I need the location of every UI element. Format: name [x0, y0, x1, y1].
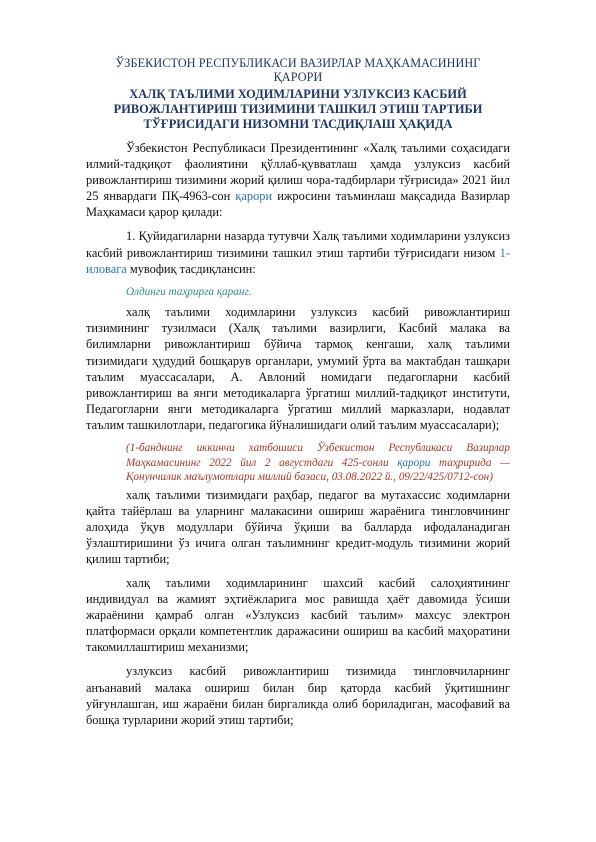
previous-edition-link[interactable]: Олдинги таҳрирга қаранг. — [126, 285, 252, 298]
item-1-text-before: 1. Қуйидагиларни назарда тутувчи Халқ таълими ходимларини узлуксиз касбий ривожлантириш тизимини ташкил этиш тартиби тўғрисидаги низом — [86, 229, 510, 260]
sub-item-platform: халқ таълими ходимларининг шахсий касбий салоҳиятининг индивидуал ва жамият эҳтиёжларига мос равишда ҳаёт давомида ўсиши жараёнини қамраб олган «Узлуксиз касбий таълим» махсус электрон платформаси орқали компетентлик даражасини ошириш ва касбий маҳоратини такомиллаштириш механизми; — [86, 575, 510, 655]
sub-item-training-types: узлуксиз касбий ривожлантириш тизимида тингловчиларнинг анъанавий малака ошириш билан бир қаторда касбий ўқитишнинг уйғунлашган, иш жараёни билан биргаликда олиб бориладиган, масофавий ва бошқа турларини жорий этиш тартиби; — [86, 664, 510, 727]
intro-text-before: Ўзбекистон Республикаси Президентининг «Халқ таълими соҳасидаги илмий-тадқиқот фаолиятини қўллаб-қувватлаш ҳамда узлуксиз касбий ривожлантириш тизимини жорий қилиш чора-тадбирлари тўғрисида» 2021 йил 25 январдаги ПҚ-4963-сон — [86, 141, 510, 204]
amendment-note — [86, 441, 510, 485]
item-1-paragraph — [86, 228, 510, 276]
amendment-note-after: таҳририда — Қонунчилик маълумотлари миллий базаси, 03.08.2022 й., 09/22/425/0712-сон) — [126, 456, 510, 483]
intro-paragraph — [86, 140, 510, 220]
item-1-text-after: мувофиқ тасдиқлансин: — [126, 261, 256, 276]
decree-link[interactable]: қарори — [235, 189, 273, 204]
issuer-line-2: ҚАРОРИ — [273, 70, 323, 84]
amendment-note-before: (1-банднинг иккинчи хатбошиси Ўзбекистон Республикаси Вазирлар Маҳкамасининг 2022 йил 2 августдаги 425-сонли — [126, 442, 510, 469]
sub-item-structure: халқ таълими ходимларини узлуксиз касбий ривожлантириш тизимининг тузилмаси (Халқ таълими вазирлиги, Касбий малака ва билимларни ривожлантириш бўйича тармоқ кенгаши, халқ таълими тизимидаги ҳудудий бошқарув органлари, умумий ўрта ва мактабдан ташқари таълим муассасалари, А. Авлоний номидаги педагогларни касбий ривожлантириш ва янги методикаларга ўргатиш миллий-тадқиқот институти, Педагогларни янги методикаларга ўргатиш миллий марказлари, нодавлат таълим ташкилотлари, педагогика йўналишидаги олий таълим муассасалари); — [86, 305, 510, 432]
appendix-1-link[interactable]: 1-иловага — [86, 245, 510, 276]
issuer-line-1: ЎЗБЕКИСТОН РЕСПУБЛИКАСИ ВАЗИРЛАР МАҲКАМАСИНИНГ — [115, 56, 481, 70]
sub-item-credit-module: халқ таълими тизимидаги раҳбар, педагог ва мутахассис ходимларни қайта тайёрлаш ва уларнинг малакасини ошириш жараёнига тингловчининг алоҳида ўқув модуллари бўйича ўқиши ва балларда ифодаланадиган ўзлаштиришини ўз ичига олган таълимнинг кредит-модуль тизимини жорий қилиш тартиби; — [86, 487, 510, 566]
document-title: ХАЛҚ ТАЪЛИМИ ХОДИМЛАРИНИ УЗЛУКСИЗ КАСБИЙ РИВОЖЛАНТИРИШ ТИЗИМИНИ ТАШКИЛ ЭТИШ ТАРТИБИ ТЎҒРИСИДАГИ НИЗОМНИ ТАСДИҚЛАШ ҲАҚИДА — [113, 87, 483, 131]
amendment-decree-link[interactable]: қарори — [397, 456, 431, 469]
issuer-heading — [86, 56, 510, 84]
intro-text-after: ижросини таъминлаш мақсадида Вазирлар Маҳкамаси қарор қилади: — [86, 189, 510, 220]
